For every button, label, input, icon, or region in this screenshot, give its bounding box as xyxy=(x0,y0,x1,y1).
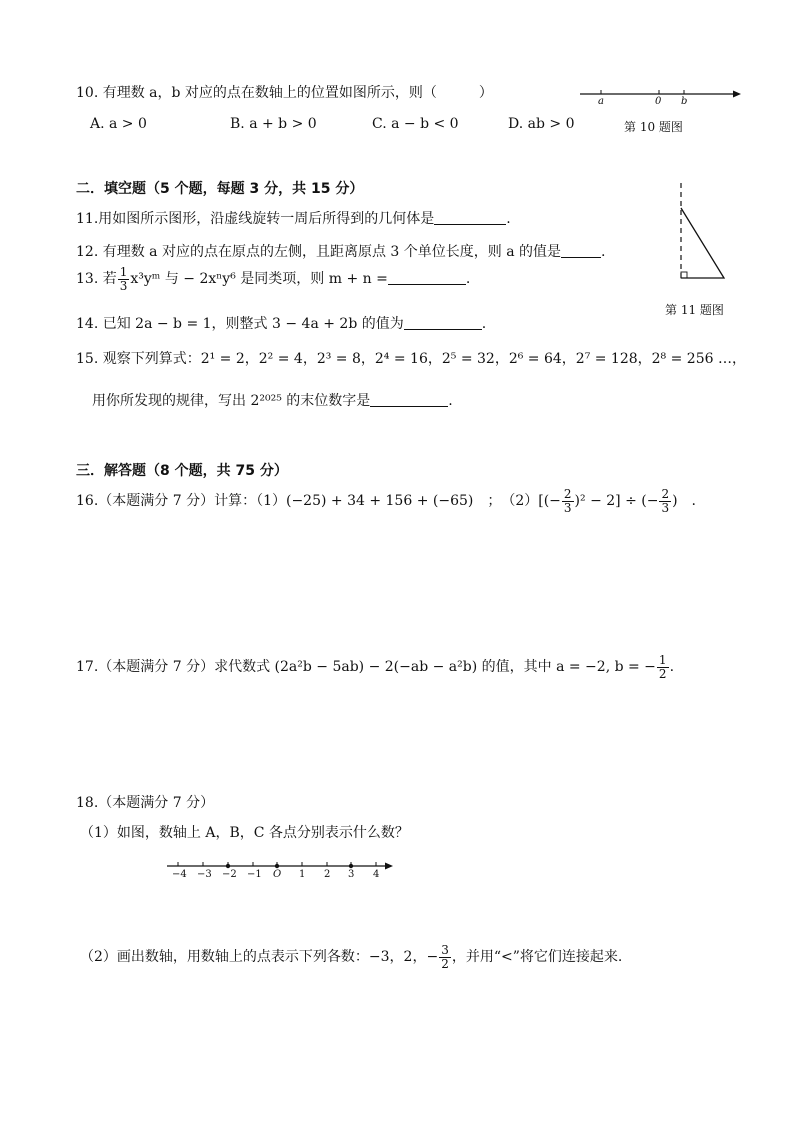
q13-answer-blank[interactable] xyxy=(388,270,466,285)
q18-axis-label: 4 xyxy=(373,869,380,880)
q18-axis-label: 2 xyxy=(324,869,331,880)
q10-option-d: D. ab > 0 xyxy=(508,116,575,132)
q12-stem: 12. 有理数 a 对应的点在原点的左侧，且距离原点 3 个单位长度，则 a 的值是 . xyxy=(76,244,606,260)
q15-line2: 用你所发现的规律，写出 2²⁰²⁵ 的末位数字是 . xyxy=(92,393,453,409)
q10-fig-label-b: b xyxy=(681,96,688,107)
q11-answer-blank[interactable] xyxy=(434,210,506,225)
q18-axis-label: −3 xyxy=(197,869,212,880)
q18-point xyxy=(226,864,230,868)
q11-stem: 11.用如图所示图形，沿虚线旋转一周后所得到的几何体是 . xyxy=(76,211,511,227)
q18-point xyxy=(275,864,279,868)
q10-stem: 10. 有理数 a，b 对应的点在数轴上的位置如图所示，则（ ） xyxy=(76,85,493,101)
q16-stem: 16.（本题满分 7 分）计算：（1）(−25) + 34 + 156 + (−65) ； （2）[(− $\frac{2}{3}$ )² − 2] ÷ (− $\frac{2}{3}$ ) . xyxy=(76,487,697,515)
q18-point xyxy=(349,864,353,868)
q18-part2: （2）画出数轴，用数轴上的点表示下列各数：−3，2，− $\frac{3}{2}$ ，并用“<”将它们连接起来. xyxy=(80,943,623,971)
q10-fig-caption: 第 10 题图 xyxy=(624,120,683,134)
section2-title: 二．填空题（5 个题，每题 3 分，共 15 分） xyxy=(76,181,364,197)
q17-fraction: $\frac{1}{2}$ xyxy=(658,653,667,681)
q11-figure xyxy=(668,180,738,285)
q18-axis-label: O xyxy=(273,869,282,880)
q13-mid: x³yᵐ 与 − 2xⁿy⁶ 是同类项，则 m + n = xyxy=(130,271,388,288)
q18-axis-label: −4 xyxy=(172,869,187,880)
q18-axis-label: −1 xyxy=(247,869,262,880)
q18-part1: （1）如图，数轴上 A，B，C 各点分别表示什么数？ xyxy=(80,825,409,841)
q16-fraction-1: $\frac{2}{3}$ xyxy=(563,487,572,515)
q12-text: 12. 有理数 a 对应的点在原点的左侧，且距离原点 3 个单位长度，则 a 的值是 xyxy=(76,244,562,260)
q17-stem: 17.（本题满分 7 分）求代数式 (2a²b − 5ab) − 2(−ab − a²b) 的值，其中 a = −2, b = − $\frac{1}{2}$ . xyxy=(76,653,675,681)
q13-stem: 13. 若 $\frac{1}{3}$ x³yᵐ 与 − 2xⁿy⁶ 是同类项，则 m + n = . xyxy=(76,265,471,293)
q14-stem: 14. 已知 2a − b = 1，则整式 3 − 4a + 2b 的值为 . xyxy=(76,316,487,332)
q18-axis-label: 3 xyxy=(348,869,355,880)
q18-title: 18.（本题满分 7 分） xyxy=(76,795,215,811)
q10-fig-label-a: a xyxy=(598,96,604,107)
q18-axis-label: −2 xyxy=(222,869,237,880)
q15-line1: 15. 观察下列算式：2¹ = 2，2² = 4，2³ = 8，2⁴ = 16，2⁵ = 32，2⁶ = 64，2⁷ = 128，2⁸ = 256 …， xyxy=(76,351,746,367)
q11-fig-caption: 第 11 题图 xyxy=(665,303,724,317)
q10-option-a: A. a > 0 xyxy=(90,116,147,132)
q13-pre: 13. 若 xyxy=(76,271,117,288)
q16-fraction-2: $\frac{2}{3}$ xyxy=(661,487,670,515)
q10-option-b: B. a + b > 0 xyxy=(230,116,317,132)
q18-fraction: $\frac{3}{2}$ xyxy=(441,943,449,971)
q11-text: 11.用如图所示图形，沿虚线旋转一周后所得到的几何体是 xyxy=(76,211,435,227)
q18-axis-label: 1 xyxy=(299,869,306,880)
q10-fig-label-0: 0 xyxy=(655,96,662,107)
q14-text: 14. 已知 2a − b = 1，则整式 3 − 4a + 2b 的值为 xyxy=(76,316,404,332)
q12-answer-blank[interactable] xyxy=(561,243,601,258)
q13-fraction: $\frac{1}{3}$ xyxy=(119,265,128,293)
section3-title: 三．解答题（8 个题，共 75 分） xyxy=(76,463,288,479)
q15-text: 用你所发现的规律，写出 2²⁰²⁵ 的末位数字是 xyxy=(92,393,371,409)
q15-answer-blank[interactable] xyxy=(370,392,448,407)
q14-answer-blank[interactable] xyxy=(404,315,482,330)
q10-option-c: C. a − b < 0 xyxy=(372,116,459,132)
